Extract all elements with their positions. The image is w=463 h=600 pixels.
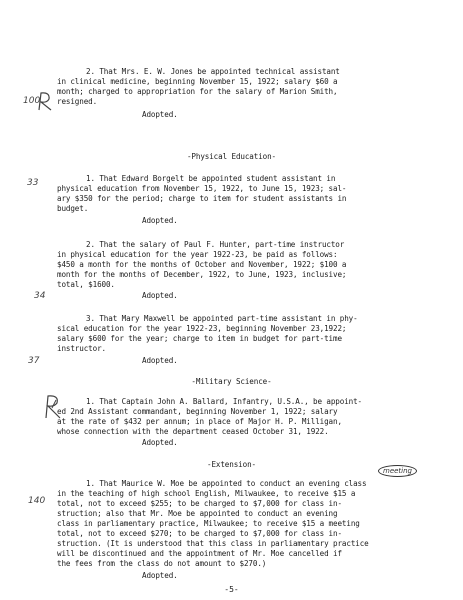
pe-2-line-2: in physical education for the year 1922-23, be paid as follows:: [57, 250, 338, 259]
page-number: -5-: [224, 585, 239, 594]
meeting-annotation: meeting: [378, 465, 417, 477]
pe-3-line-2: sical education for the year 1922-23, beginning November 23,1922;: [57, 324, 347, 333]
adopted-label: Adopted.: [142, 356, 178, 365]
handwritten-mark-icon: [36, 90, 56, 112]
pe-1-line-2: physical education from November 15, 1922, to June 15, 1923; sal-: [57, 184, 347, 193]
adopted-label: Adopted.: [142, 216, 178, 225]
margin-note: 33: [27, 178, 39, 188]
margin-note: 37: [28, 356, 40, 366]
pe-1-line-4: budget.: [57, 204, 89, 213]
pe-2-line-1: 2. That the salary of Paul F. Hunter, part-time instructor: [86, 240, 345, 249]
ex-1-line-7: struction. (It is understood that this class in parliamentary practice: [57, 539, 369, 548]
pe-2-line-5: total, $1600.: [57, 280, 115, 289]
pe-1-line-1: 1. That Edward Borgelt be appointed student assistant in: [86, 174, 336, 183]
pe-2-line-4: month for the months of December, 1922, to June, 1923, inclusive;: [57, 270, 347, 279]
pe-3-line-1: 3. That Mary Maxwell be appointed part-time assistant in phy-: [86, 314, 358, 323]
ex-1-line-5: class in parliamentary practice, Milwaukee; to receive $15 a meeting: [57, 519, 360, 528]
item-2-line-2: in clinical medicine, beginning November 15, 1922; salary $60 a: [57, 77, 338, 86]
item-2-line-1: 2. That Mrs. E. W. Jones be appointed technical assistant: [86, 67, 340, 76]
ex-1-line-2: in the teaching of high school English, Milwaukee, to receive $15 a: [57, 489, 356, 498]
ex-1-line-6: total, not to exceed $270; to be charged to $7,000 for class in-: [57, 529, 342, 538]
ex-1-line-3: total, not to exceed $255; to be charged to $7,000 for class in-: [57, 499, 342, 508]
ex-1-line-9: the fees from the class do not amount to $270.): [57, 559, 267, 568]
military-science-heading: -Military Science-: [191, 377, 272, 386]
ms-1-line-1: 1. That Captain John A. Ballard, Infantry, U.S.A., be appoint-: [86, 397, 363, 406]
pe-3-line-4: instructor.: [57, 344, 106, 353]
ms-1-line-2: ed 2nd Assistant commandant, beginning November 1, 1922; salary: [57, 407, 338, 416]
item-2-line-3: month; charged to appropriation for the salary of Marion Smith,: [57, 87, 338, 96]
ms-1-line-4: whose connection with the department ceased October 31, 1922.: [57, 427, 329, 436]
physical-education-heading: -Physical Education-: [186, 152, 277, 161]
handwritten-mark-icon: [42, 392, 64, 420]
ex-1-line-8: will be discontinued and the appointment of Mr. Moe cancelled if: [57, 549, 342, 558]
extension-heading: -Extension-: [207, 460, 256, 469]
adopted-label: Adopted.: [142, 110, 178, 119]
adopted-label: Adopted.: [142, 291, 178, 300]
adopted-label: Adopted.: [142, 571, 178, 580]
pe-2-line-3: $450 a month for the months of October and November, 1922; $100 a: [57, 260, 347, 269]
margin-note: 34: [34, 291, 46, 301]
item-2-line-4: resigned.: [57, 97, 98, 106]
pe-1-line-3: ary $350 for the period; charge to item for student assistants in: [57, 194, 347, 203]
adopted-label: Adopted.: [142, 438, 178, 447]
ex-1-line-4: struction; also that Mr. Moe be appointed to conduct an evening: [57, 509, 338, 518]
ms-1-line-3: at the rate of $432 per annum; in place of Major H. P. Milligan,: [57, 417, 342, 426]
pe-3-line-3: salary $600 for the year; charge to item in budget for part-time: [57, 334, 342, 343]
ex-1-line-1: 1. That Maurice W. Moe be appointed to conduct an evening class: [86, 479, 367, 488]
margin-note: 140: [28, 496, 46, 506]
margin-note: 100: [23, 96, 41, 106]
